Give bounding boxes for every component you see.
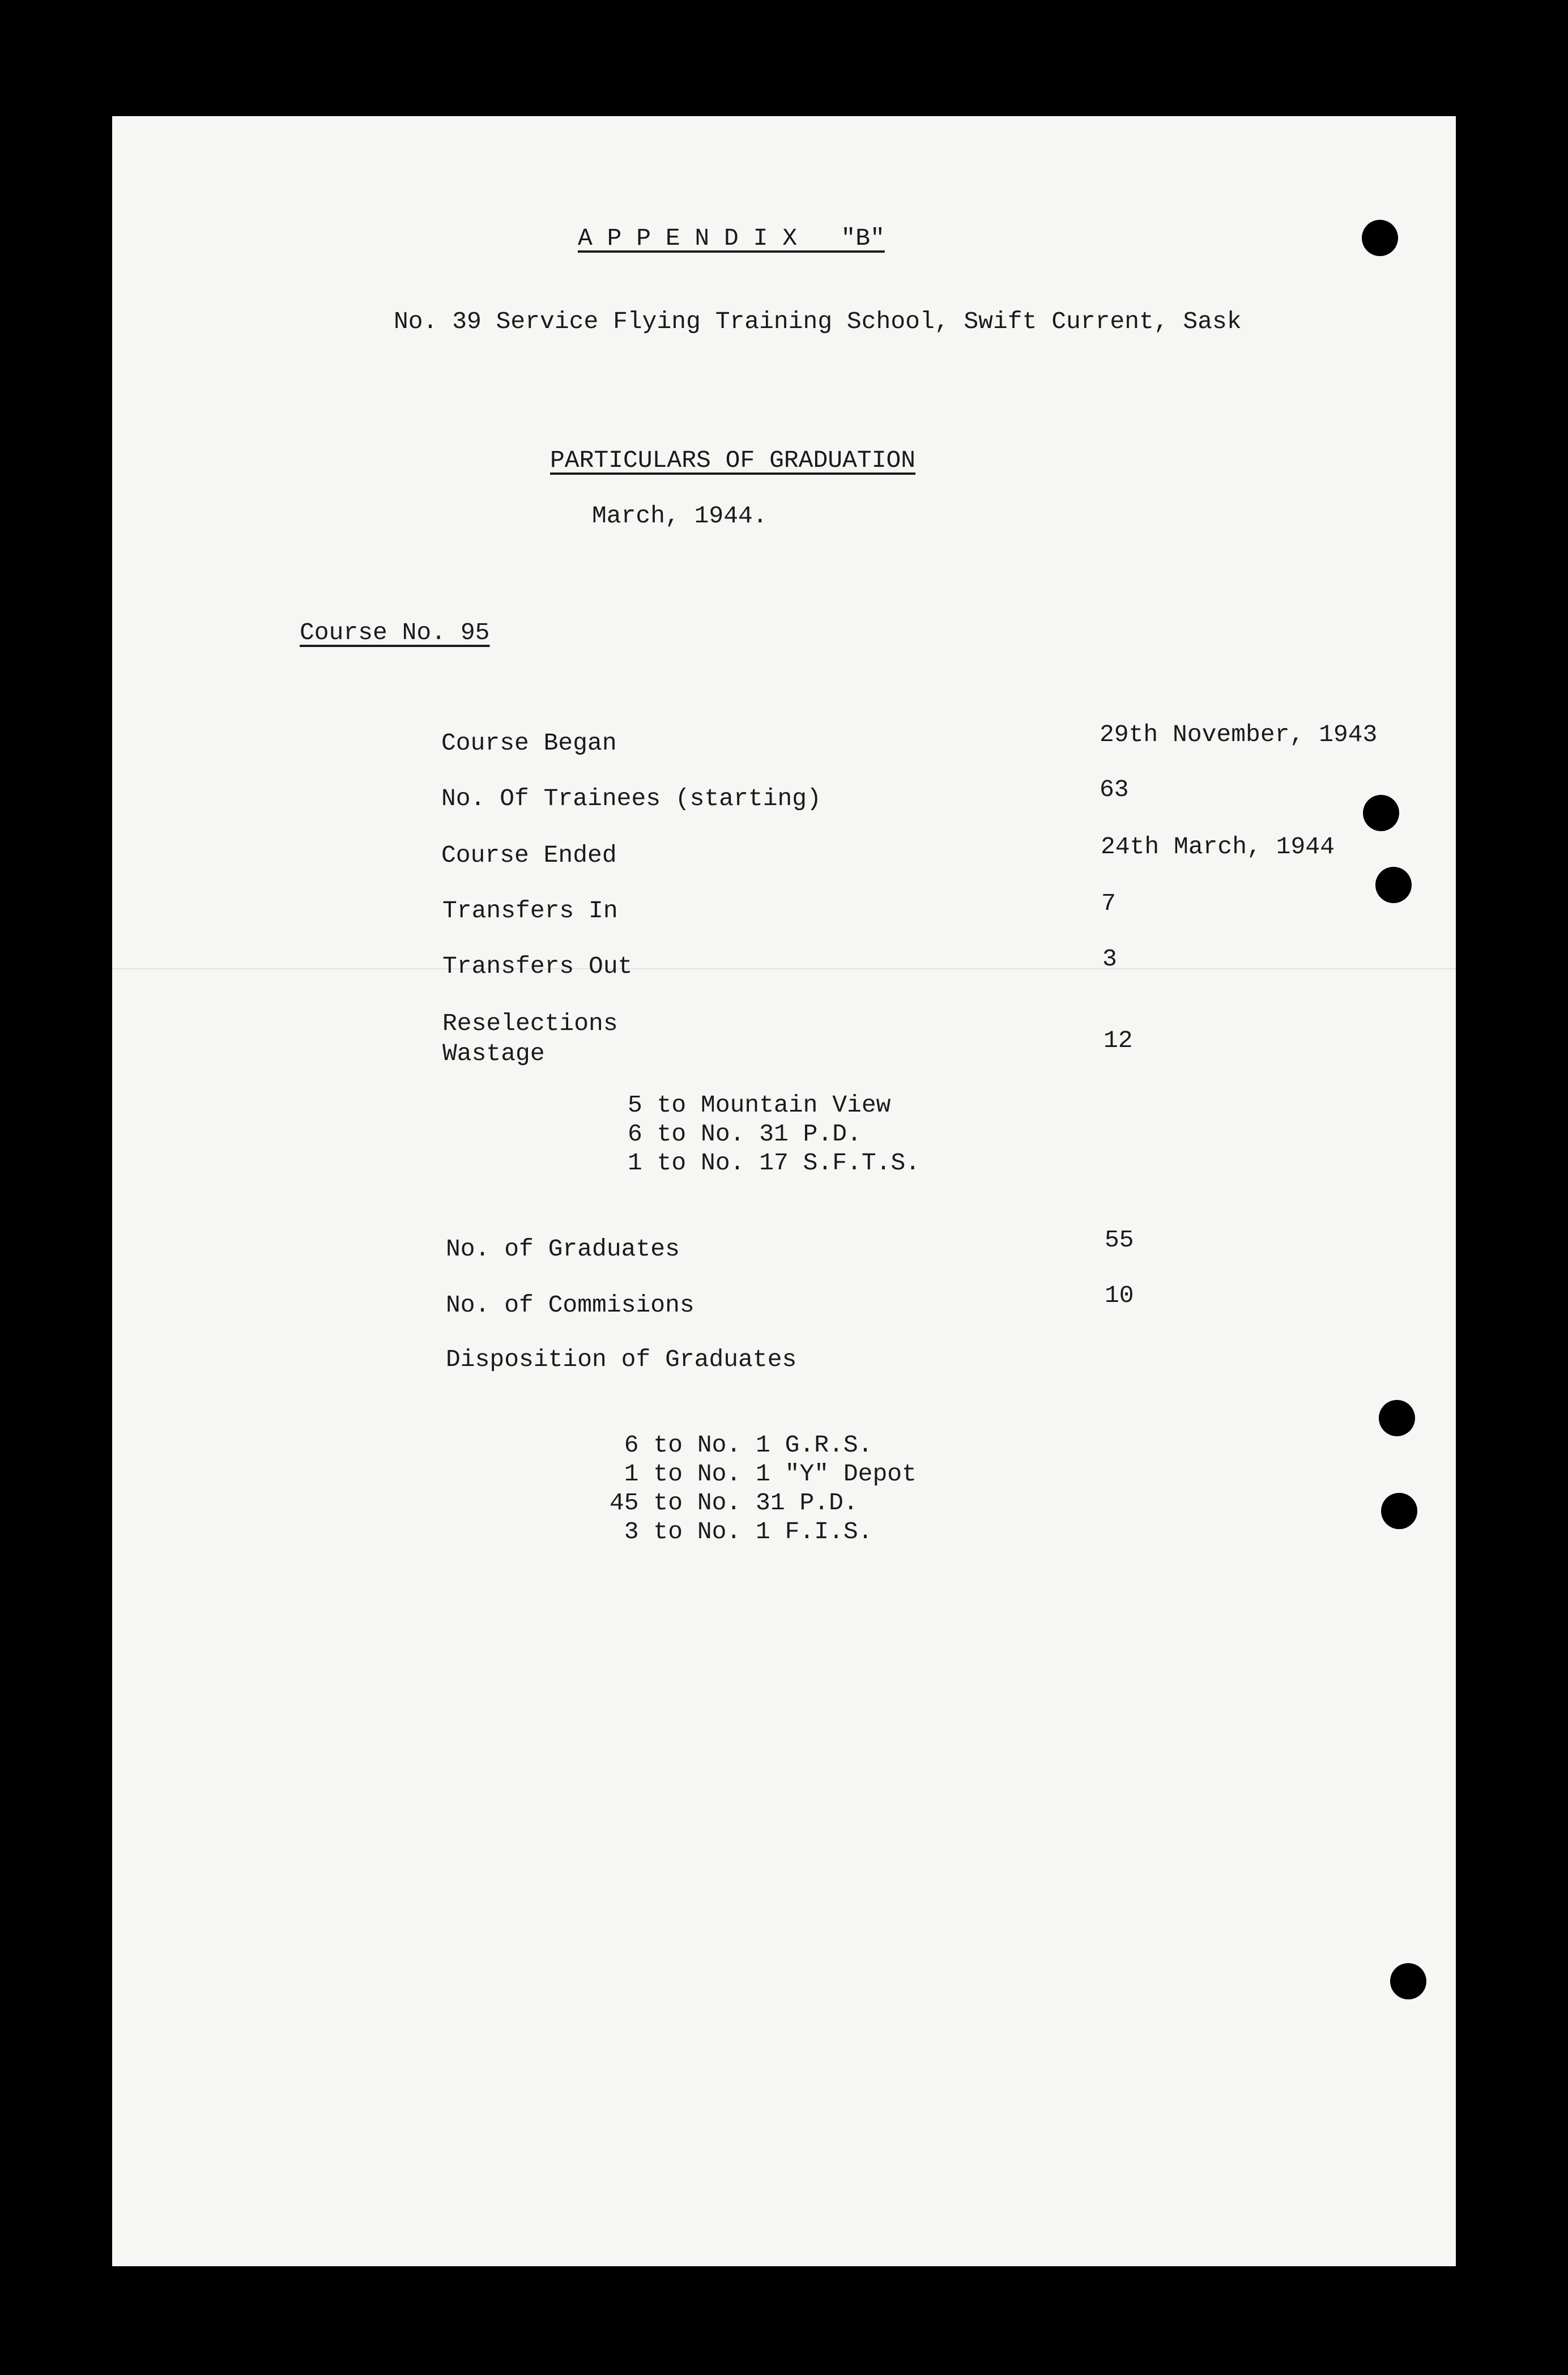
transfers-in-value: 7 [1101,889,1116,917]
course-ended-value: 24th March, 1944 [1101,833,1335,861]
appendix-title: A P P E N D I X "B" [578,224,885,252]
graduates-label: No. of Graduates [446,1235,680,1263]
transfers-out-label: Transfers Out [442,952,633,980]
punch-hole [1363,795,1399,831]
wastage-label: Wastage [442,1040,545,1067]
course-began-label: Course Began [441,729,617,757]
disposition-item: 45 to No. 31 P.D. [610,1489,858,1517]
school-name: No. 39 Service Flying Training School, Swift Current, Sask [394,308,1242,335]
particulars-heading: PARTICULARS OF GRADUATION [550,446,916,474]
commissions-value: 10 [1105,1282,1134,1309]
transfers-out-value: 3 [1102,945,1117,973]
punch-hole [1390,1963,1426,1999]
wastage-item: 6 to No. 31 P.D. [628,1120,862,1148]
fold-line [112,968,1456,969]
report-date: March, 1944. [592,502,768,530]
disposition-item: 3 to No. 1 F.I.S. [610,1518,873,1546]
course-ended-label: Course Ended [441,841,617,869]
punch-hole [1381,1493,1417,1529]
trainees-value: 63 [1100,776,1129,803]
reselections-label: Reselections [442,1010,618,1037]
graduates-value: 55 [1105,1226,1134,1254]
document-page [112,116,1456,2266]
disposition-item: 1 to No. 1 "Y" Depot [610,1460,917,1488]
wastage-value: 12 [1103,1027,1133,1054]
punch-hole [1379,1400,1415,1436]
disposition-item: 6 to No. 1 G.R.S. [610,1431,873,1459]
commissions-label: No. of Commisions [446,1291,694,1319]
course-number: Course No. 95 [300,619,490,646]
punch-hole [1375,867,1412,903]
wastage-item: 5 to Mountain View [628,1091,891,1119]
wastage-item: 1 to No. 17 S.F.T.S. [628,1149,921,1177]
punch-hole [1362,220,1398,256]
course-began-value: 29th November, 1943 [1100,721,1378,748]
trainees-label: No. Of Trainees (starting) [441,785,821,812]
disposition-label: Disposition of Graduates [446,1346,797,1373]
transfers-in-label: Transfers In [442,897,618,925]
